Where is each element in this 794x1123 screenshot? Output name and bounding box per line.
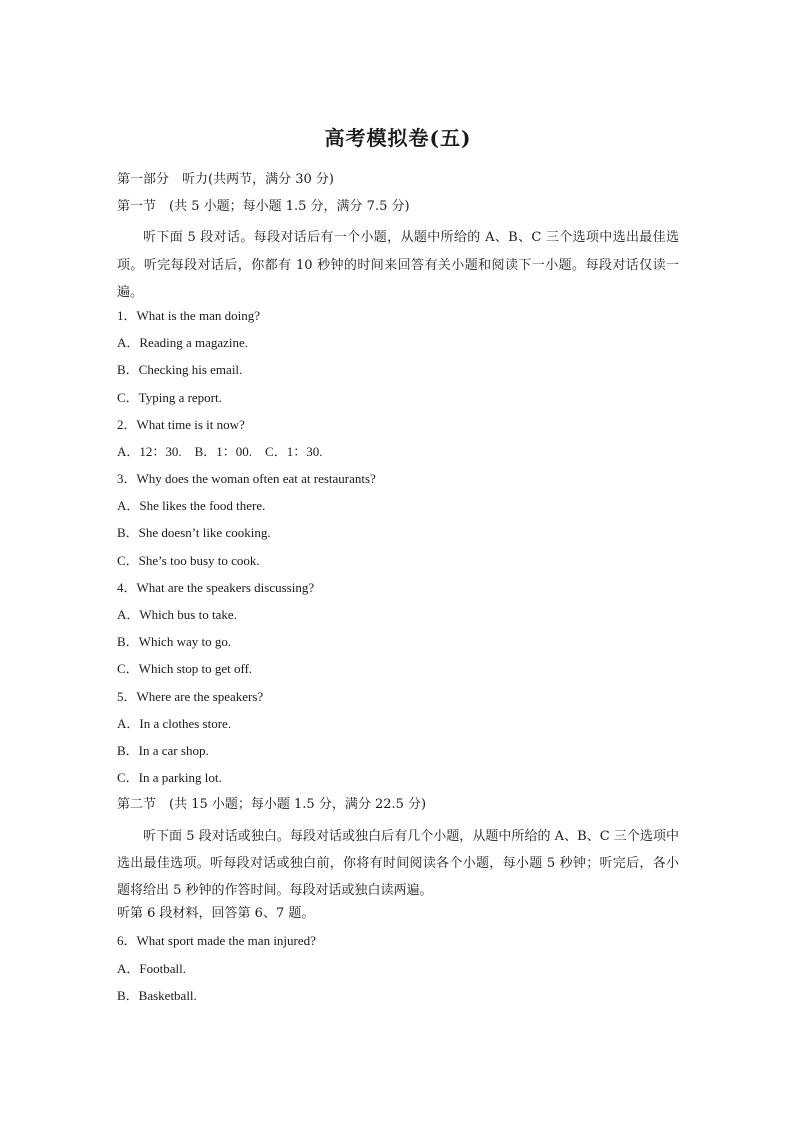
question-4-stem: 4．What are the speakers discussing? bbox=[117, 579, 315, 595]
exam-content bbox=[117, 170, 679, 1013]
question-3-option-b: B．She doesn’t like cooking. bbox=[117, 525, 271, 541]
question-1-option-a: A．Reading a magazine. bbox=[117, 335, 249, 351]
question-1-stem: 1．What is the man doing? bbox=[117, 307, 260, 323]
question-5-option-b: B．In a car shop. bbox=[117, 742, 209, 758]
question-6-stem: 6．What sport made the man injured? bbox=[117, 933, 316, 949]
material-6-intro: 听第 6 段材料，回答第 6、7 题。 bbox=[117, 906, 315, 922]
question-5-option-c: C．In a parking lot. bbox=[117, 770, 222, 786]
page-title: 高考模拟卷(五) bbox=[324, 126, 472, 150]
section1-heading: 第一节 (共 5 小题；每小题 1.5 分，满分 7.5 分) bbox=[117, 199, 410, 215]
section1-instructions: 听下面 5 段对话。每段对话后有一个小题，从题中所给的 A、B、C 三个选项中选出最佳选项。听完每段对话后，你都有 10 秒钟的时间来回答有关小题和阅读下一小题。每段对话仅读一遍。 bbox=[117, 230, 679, 300]
question-4-option-c: C．Which stop to get off. bbox=[117, 661, 253, 677]
question-1-option-b: B．Checking his email. bbox=[117, 362, 243, 378]
question-2-options: A．12：30. B．1：00. C．1：30. bbox=[117, 443, 323, 459]
question-6-option-b: B．Basketball. bbox=[117, 987, 197, 1003]
question-3-option-a: A．She likes the food there. bbox=[117, 498, 266, 514]
question-5-option-a: A．In a clothes store. bbox=[117, 715, 232, 731]
question-3-stem: 3．Why does the woman often eat at restaurants? bbox=[117, 471, 376, 487]
section2-instructions: 听下面 5 段对话或独白。每段对话或独白后有几个小题，从题中所给的 A、B、C 三个选项中选出最佳选项。听每段对话或独白前，你将有时间阅读各个小题，每小题 5 秒钟；听完后，各小题将给出 5 秒钟的作答时间。每段对话或独白读两遍。 bbox=[117, 828, 679, 898]
part1-heading: 第一部分 听力(共两节，满分 30 分) bbox=[117, 172, 334, 187]
question-1-option-c: C．Typing a report. bbox=[117, 389, 222, 405]
question-2-stem: 2．What time is it now? bbox=[117, 416, 245, 432]
question-3-option-c: C．She’s too busy to cook. bbox=[117, 552, 260, 568]
question-6-option-a: A．Football. bbox=[117, 960, 186, 976]
question-5-stem: 5．Where are the speakers? bbox=[117, 688, 264, 704]
question-4-option-a: A．Which bus to take. bbox=[117, 607, 237, 623]
question-4-option-b: B．Which way to go. bbox=[117, 634, 232, 650]
section2-heading: 第二节 (共 15 小题；每小题 1.5 分，满分 22.5 分) bbox=[117, 797, 427, 813]
